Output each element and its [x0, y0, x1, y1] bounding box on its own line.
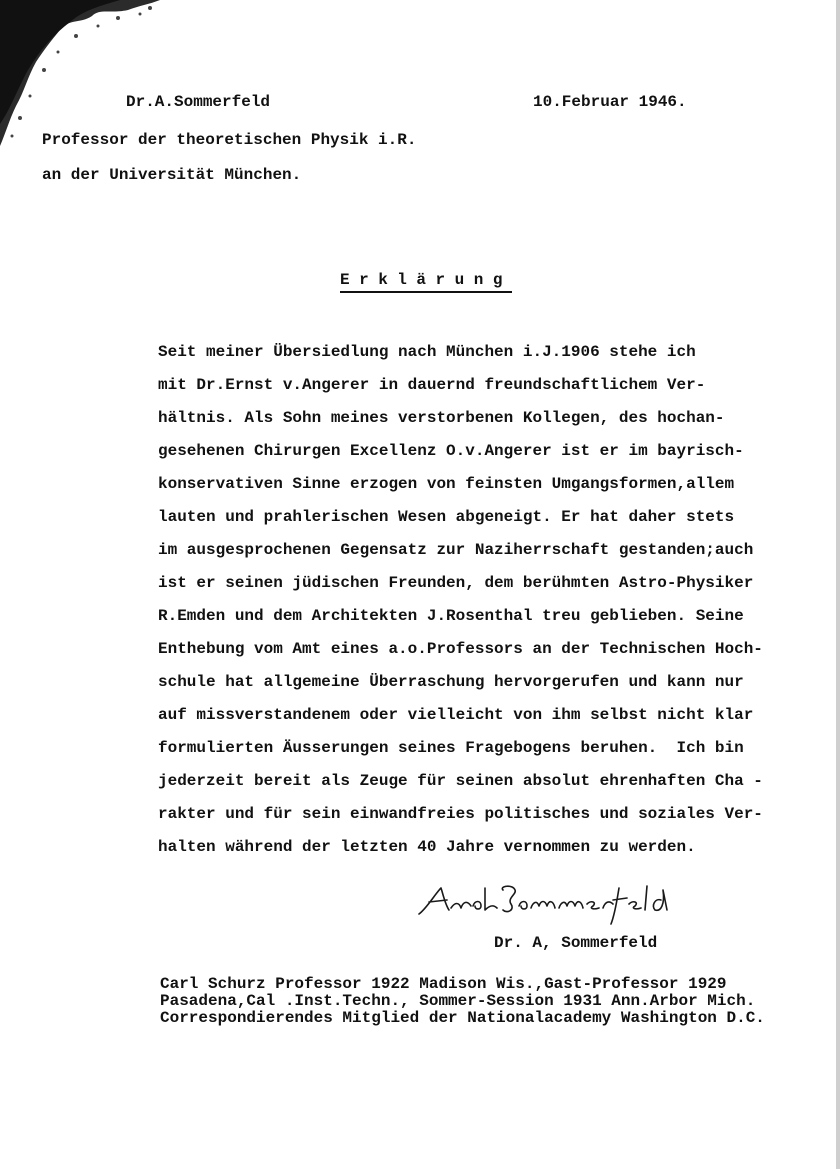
body-line: lauten und prahlerischen Wesen abgeneigt. Er hat daher stets [158, 508, 735, 526]
body-line: formulierten Äusserungen seines Fragebogens beruhen. Ich bin [158, 739, 744, 757]
footer-line: Correspondierendes Mitglied der Nationalacademy Washington D.C. [160, 1009, 765, 1027]
body-line: schule hat allgemeine Überraschung hervorgerufen und kann nur [158, 673, 744, 691]
footer-line: Pasadena,Cal .Inst.Techn., Sommer-Session 1931 Ann.Arbor Mich. [160, 992, 756, 1010]
body-line: jederzeit bereit als Zeuge für seinen absolut ehrenhaften Cha - [158, 772, 763, 790]
body-line: mit Dr.Ernst v.Angerer in dauernd freundschaftlichem Ver- [158, 376, 706, 394]
author-name: Dr.A.Sommerfeld [126, 93, 271, 111]
body-line: konservativen Sinne erzogen von feinsten Umgangsformen,allem [158, 475, 735, 493]
handwritten-signature [415, 880, 715, 930]
typed-signature: Dr. A, Sommerfeld [494, 934, 658, 952]
body-line: halten während der letzten 40 Jahre vernommen zu werden. [158, 838, 696, 856]
body-line: auf missverstandenem oder vielleicht von ihm selbst nicht klar [158, 706, 754, 724]
body-line: R.Emden und dem Architekten J.Rosenthal treu geblieben. Seine [158, 607, 744, 625]
document-title: Erklärung [340, 270, 512, 293]
body-line: im ausgesprochenen Gegensatz zur Naziherrschaft gestanden;auch [158, 541, 754, 559]
body-line: Seit meiner Übersiedlung nach München i.J.1906 stehe ich [158, 343, 696, 361]
body-line: ist er seinen jüdischen Freunden, dem berühmten Astro-Physiker [158, 574, 754, 592]
body-line: Enthebung vom Amt eines a.o.Professors an der Technischen Hoch- [158, 640, 763, 658]
body-line: gesehenen Chirurgen Excellenz O.v.Angerer ist er im bayrisch- [158, 442, 744, 460]
letter-date: 10.Februar 1946. [533, 93, 687, 111]
scan-right-edge [836, 0, 840, 1169]
footer-line: Carl Schurz Professor 1922 Madison Wis.,Gast-Professor 1929 [160, 975, 727, 993]
body-line: hältnis. Als Sohn meines verstorbenen Kollegen, des hochan- [158, 409, 725, 427]
scan-edge-artifact [0, 0, 190, 150]
author-institution: an der Universität München. [42, 166, 302, 184]
letter-body [158, 342, 808, 870]
author-position: Professor der theoretischen Physik i.R. [42, 131, 417, 149]
footer-credentials [160, 976, 820, 1027]
body-line: rakter und für sein einwandfreies politisches und soziales Ver- [158, 805, 763, 823]
